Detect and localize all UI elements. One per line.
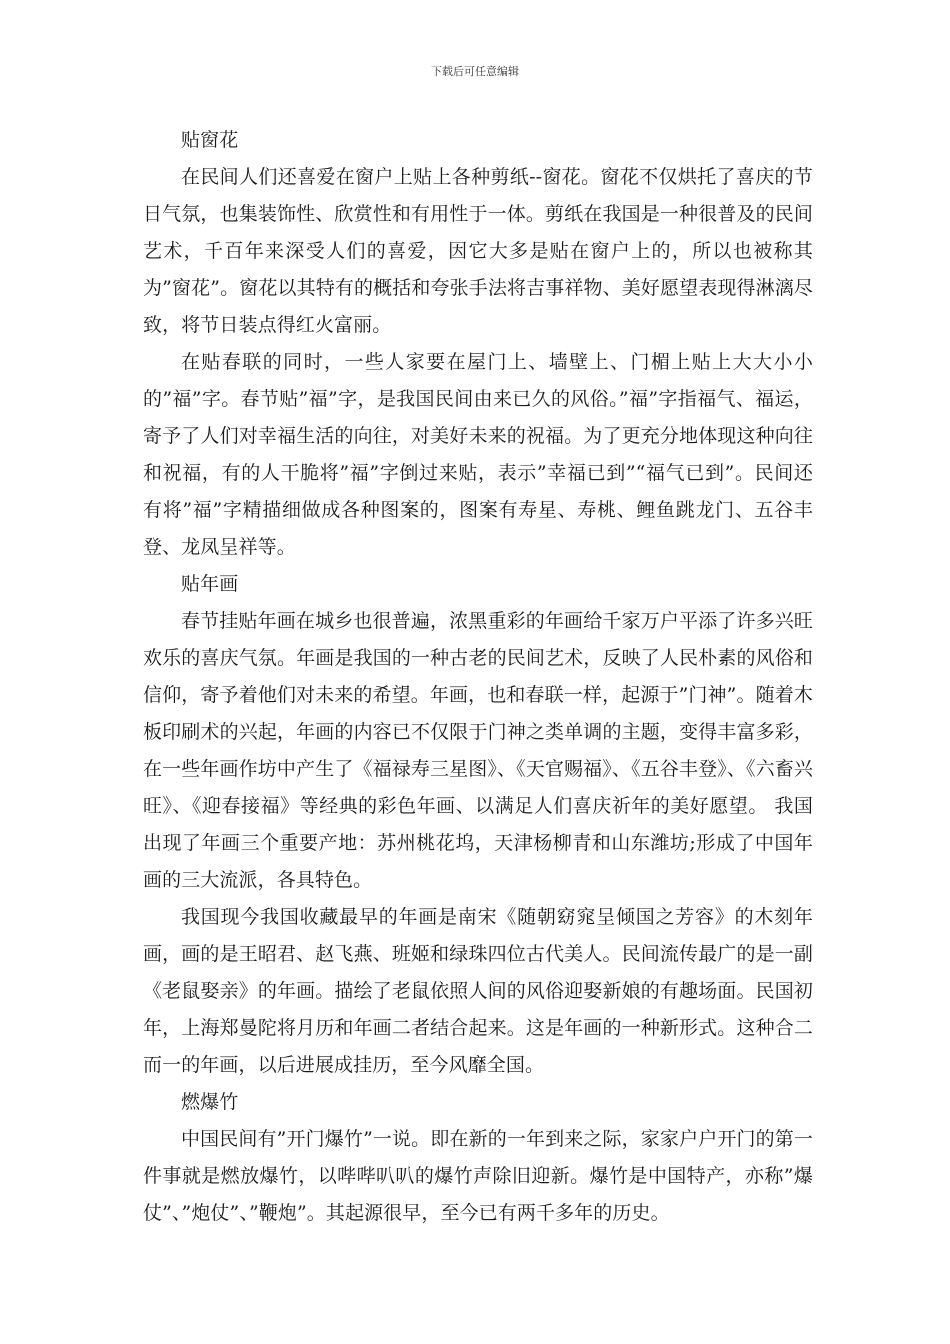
paragraph-window-flowers: 在民间人们还喜爱在窗户上贴上各种剪纸--窗花。窗花不仅烘托了喜庆的节日气氛，也集装饰性、欣赏性和有用性于一体。剪纸在我国是一种很普及的民间艺术，千百年来深受人们的喜爱，因它大多是贴在窗户上的，所以也被称其为”窗花”。窗花以其特有的概括和夸张手法将吉事祥物、美好愿望表现得淋漓尽致，将节日装点得红火富丽。 xyxy=(143,166,813,336)
section-heading-firecrackers: 燃爆竹 xyxy=(181,1091,239,1113)
section-heading-window-flowers: 贴窗花 xyxy=(181,129,239,151)
paragraph-new-year-pictures: 春节挂贴年画在城乡也很普遍，浓黑重彩的年画给千家万户平添了许多兴旺欢乐的喜庆气氛。年画是我国的一种古老的民间艺术，反映了人民朴素的风俗和信仰，寄予着他们对未来的希望。年画，也和春联一样，起源于”门神”。随着木板印刷术的兴起，年画的内容已不仅限于门神之类单调的主题，变得丰富多彩，在一些年画作坊中产生了《福禄寿三星图》、《天官赐福》、《五谷丰登》、《六畜兴旺》、《迎春接福》等经典的彩色年画、以满足人们喜庆祈年的美好愿望。 我国出现了年画三个重要产地：苏州桃花坞，天津杨柳青和山东潍坊;形成了中国年画的三大流派，各具特色。 xyxy=(143,610,813,891)
document-body xyxy=(143,122,813,1232)
page-header-note: 下载后可任意编辑 xyxy=(431,65,519,78)
paragraph-firecrackers: 中国民间有”开门爆竹”一说。即在新的一年到来之际，家家户户开门的第一件事就是燃放爆竹，以哔哔叭叭的爆竹声除旧迎新。爆竹是中国特产，亦称”爆仗”、”炮仗”、”鞭炮”。其起源很早，至今已有两千多年的历史。 xyxy=(143,1128,813,1224)
paragraph-earliest-new-year-picture: 我国现今我国收藏最早的年画是南宋《随朝窈窕呈倾国之芳容》的木刻年画，画的是王昭君、赵飞燕、班姬和绿珠四位古代美人。民间流传最广的是一副《老鼠娶亲》的年画。描绘了老鼠依照人间的风俗迎娶新娘的有趣场面。民国初年，上海郑曼陀将月历和年画二者结合起来。这是年画的一种新形式。这种合二而一的年画，以后进展成挂历，至今风靡全国。 xyxy=(143,906,813,1076)
paragraph-fu-character: 在贴春联的同时，一些人家要在屋门上、墙壁上、门楣上贴上大大小小的”福”字。春节贴”福”字，是我国民间由来已久的风俗。”福”字指福气、福运，寄予了人们对幸福生活的向往，对美好未来的祝福。为了更充分地体现这种向往和祝福，有的人干脆将”福”字倒过来贴，表示”幸福已到”“福气已到”。民间还有将”福”字精描细做成各种图案的，图案有寿星、寿桃、鲤鱼跳龙门、五谷丰登、龙凤呈祥等。 xyxy=(143,351,813,558)
section-heading-new-year-pictures: 贴年画 xyxy=(181,573,239,595)
